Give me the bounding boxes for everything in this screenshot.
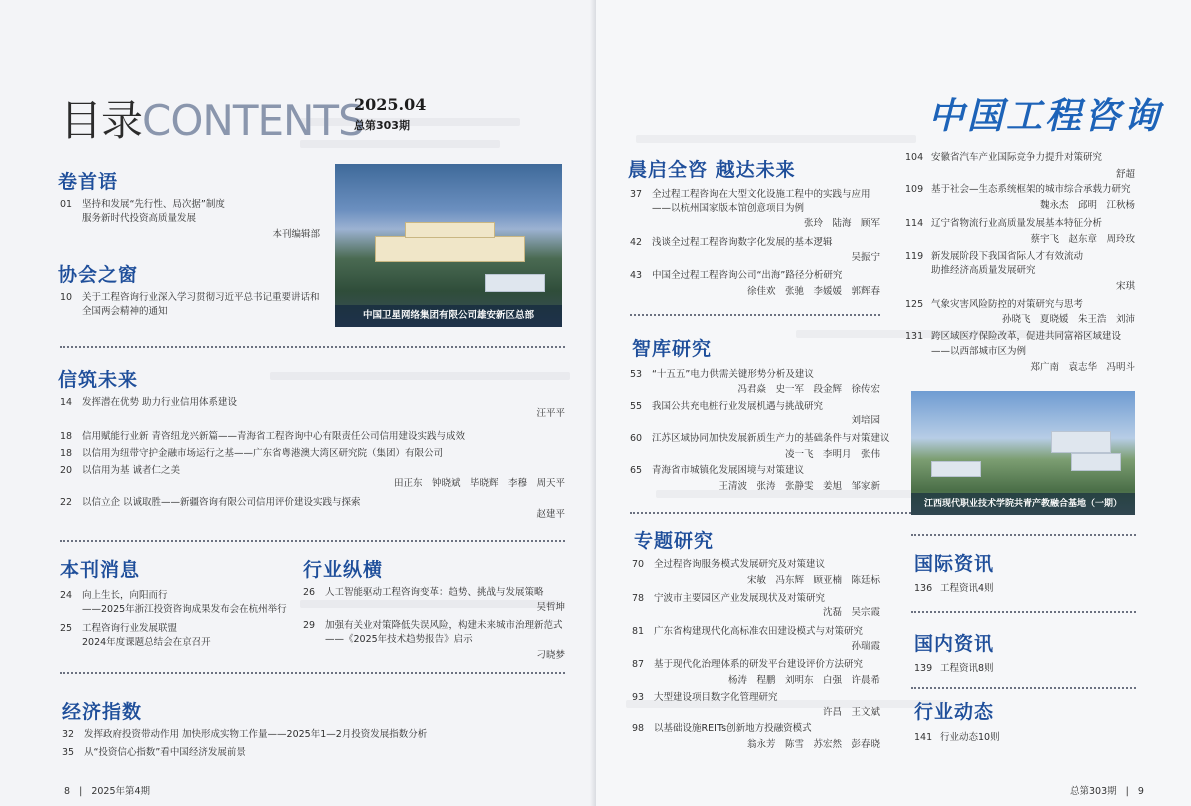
entry-title: 以信立企 以诚取胜——新疆咨询有限公司信用评价建设实践与探索 [82,497,361,508]
section-title-chenqi: 晨启全咨 越达未来 [628,159,796,181]
entry-authors: 魏永杰 邱明 江秋杨 [1039,200,1135,211]
dotted-divider [630,314,880,316]
toc-entry[interactable] [914,731,1000,744]
section-title-jingji: 经济指数 [62,701,143,723]
entry-authors: 赵建平 [536,509,565,520]
entry-page: 35 [62,747,75,758]
entry-title: 新发展阶段下我国省际人才有效流动 [931,251,1084,262]
entry-page: 55 [630,401,643,412]
toc-entry[interactable] [60,622,177,635]
building-shape [485,274,545,292]
entry-title: 行业动态10则 [940,732,1000,743]
entry-authors: 吴振宁 [851,252,880,263]
section-title-dongtai: 行业动态 [914,701,995,723]
toc-entry[interactable] [905,183,1131,196]
entry-page: 139 [914,663,933,674]
magazine-logo: 中国工程咨询 [928,95,1163,137]
entry-title: 安徽省汽车产业国际竞争力提升对策研究 [931,152,1103,163]
entry-page: 18 [60,431,73,442]
dotted-divider [60,672,565,674]
entry-title: 广东省构建现代化高标准农田建设模式与对策研究 [654,626,864,637]
section-title-guonei: 国内资讯 [914,633,995,655]
entry-authors: 宋敏 冯东辉 顾亚楠 陈廷标 [746,575,880,586]
toc-entry[interactable] [914,582,994,595]
building-shape [931,461,981,477]
entry-title: 发挥潜在优势 助力行业信用体系建设 [82,397,238,408]
entry-page: 125 [905,299,924,310]
toc-entry[interactable] [905,217,1102,230]
entry-title: 全过程工程咨询在大型文化设施工程中的实践与应用 [652,189,871,200]
toc-entry[interactable] [632,558,825,571]
entry-title: 发挥政府投资带动作用 加快形成实物工作量——2025年1—2月投资发展指数分析 [84,729,428,740]
dotted-divider [911,534,1136,536]
left-footer [64,783,150,797]
entry-title: 从“投资信心指数”看中国经济发展前景 [84,747,246,758]
cover-photo-jiangxi-campus [911,391,1135,515]
entry-page: 131 [905,331,924,342]
footer-issue: 2025年第4期 [91,786,151,797]
entry-authors: 舒超 [1115,169,1135,180]
toc-entry[interactable] [60,291,320,304]
entry-title: 信用赋能行业新 青咨纽龙兴新篇——青海省工程咨询中心有限责任公司信用建设实践与成效 [82,431,466,442]
building-shape [375,236,525,262]
toc-entry[interactable] [60,430,465,443]
toc-entry[interactable] [630,432,890,445]
toc-entry[interactable] [905,330,1121,343]
section-title-juanshouyu: 卷首语 [58,171,119,193]
entry-title: 工程咨询行业发展联盟 [82,623,178,634]
entry-authors: 许昌 王文斌 [822,707,880,718]
entry-title: 气象灾害风险防控的对策研究与思考 [931,299,1084,310]
entry-page: 119 [905,251,924,262]
entry-authors: 徐佳欢 张驰 李媛媛 郭辉春 [746,286,880,297]
entry-page: 114 [905,218,924,229]
toc-entry[interactable] [905,151,1102,164]
toc-entry[interactable] [630,188,871,201]
entry-title: 工程资讯8则 [940,663,994,674]
toc-entry[interactable] [630,269,842,282]
building-shape [1051,431,1111,453]
section-title-zhuanti: 专题研究 [634,530,715,552]
entry-authors: 孙瑞霞 [851,641,880,652]
toc-entry[interactable] [60,198,225,211]
entry-page: 98 [632,723,645,734]
toc-entry[interactable] [60,464,180,477]
toc-title-en: CONTENTS [142,96,364,145]
footer-separator: | [79,786,83,797]
entry-title: 辽宁省物流行业高质量发展基本特征分析 [931,218,1103,229]
photo-caption: 中国卫星网络集团有限公司雄安新区总部 [335,305,562,327]
entry-page: 78 [632,593,645,604]
entry-title: 以基础设施REITs创新地方投融资模式 [654,723,812,734]
ghost-line [270,372,570,380]
entry-authors: 孙晓飞 夏晓媛 朱王浩 刘沛 [1001,314,1135,325]
toc-entry[interactable] [630,464,804,477]
footer-separator: | [1125,786,1129,797]
toc-entry-cont[interactable]: 助推经济高质量发展研究 [931,265,1036,276]
ghost-showthrough [40,50,66,87]
entry-title: 大型建设项目数字化管理研究 [654,692,778,703]
toc-entry-cont[interactable]: ——《2025年技术趋势报告》启示 [325,634,473,645]
entry-page: 109 [905,184,924,195]
entry-page: 14 [60,397,73,408]
entry-authors: 杨涛 程鹏 刘明东 白强 许晨希 [727,675,880,686]
toc-title [60,88,364,148]
entry-authors: 沈磊 吴宗霞 [822,607,880,618]
entry-title: 向上生长，向阳而行 [82,590,168,601]
section-title-xiehui: 协会之窗 [58,264,139,286]
toc-entry[interactable] [62,728,427,741]
entry-page: 141 [914,732,933,743]
toc-entry[interactable] [303,619,563,632]
entry-title: 以信用为基 诚者仁之美 [82,465,181,476]
toc-entry-cont[interactable]: 全国两会精神的通知 [82,306,168,317]
entry-page: 20 [60,465,73,476]
entry-authors: 刁晓梦 [536,650,565,661]
entry-title: 基于现代化治理体系的研发平台建设评价方法研究 [654,659,864,670]
ghost-line [636,135,916,143]
toc-entry[interactable] [60,447,443,460]
entry-title: 宁波市主要园区产业发展现状及对策研究 [654,593,826,604]
cover-photo-satellite-hq [335,164,562,327]
entry-title: 我国公共充电桩行业发展机遇与挑战研究 [652,401,824,412]
entry-page: 01 [60,199,73,210]
entry-title: 跨区域医疗保险改革，促进共同富裕区域建设 [931,331,1122,342]
footer-issue: 总第303期 [1070,786,1117,797]
entry-authors: 王清波 张涛 张静雯 姜旭 邹家新 [718,481,880,492]
entry-authors: 宋琪 [1115,281,1135,292]
toc-entry[interactable] [632,722,812,735]
entry-title: 全过程咨询服务模式发展研究及对策建议 [654,559,826,570]
entry-authors: 田正东 钟晓斌 毕晓辉 李穆 周天平 [393,478,565,489]
entry-authors: 张玲 陆海 顾军 [803,218,880,229]
entry-title: 青海省市城镇化发展困境与对策建议 [652,465,805,476]
entry-page: 81 [632,626,645,637]
dotted-divider [911,611,1136,613]
right-footer [1070,783,1144,797]
entry-page: 25 [60,623,73,634]
entry-authors: 汪平平 [536,408,565,419]
toc-entry[interactable] [62,746,246,759]
entry-page: 24 [60,590,73,601]
section-title-hangye: 行业纵横 [303,559,384,581]
entry-authors: 翁永芳 陈雪 苏宏然 彭春晓 [746,739,880,750]
dotted-divider [60,540,565,542]
toc-entry[interactable] [632,625,863,638]
entry-page: 93 [632,692,645,703]
toc-entry[interactable] [60,496,361,509]
issue-total: 总第303期 [354,119,410,132]
entry-page: 26 [303,587,316,598]
entry-page: 70 [632,559,645,570]
toc-entry[interactable] [905,250,1083,263]
entry-title: 以信用为纽带守护金融市场运行之基——广东省粤港澳大湾区研究院（集团）有限公司 [82,448,444,459]
entry-authors: 吴哲坤 [536,602,565,613]
section-title-zhiku: 智库研究 [632,338,713,360]
entry-title: “十五五”电力供需关键形势分析及建议 [652,369,814,380]
entry-authors: 冯君焱 史一军 段金辉 徐传宏 [737,384,880,395]
entry-page: 60 [630,433,643,444]
entry-title: 中国全过程工程咨询公司“出海”路径分析研究 [652,270,843,281]
issue-date: 2025.04 [354,95,427,114]
entry-page: 18 [60,448,73,459]
building-shape [405,222,495,238]
entry-page: 87 [632,659,645,670]
toc-entry[interactable] [630,400,823,413]
footer-page-number: 8 [64,786,71,797]
toc-entry-cont[interactable]: 服务新时代投资高质量发展 [82,213,197,224]
entry-authors: 蔡宇飞 赵东章 周玲玫 [1030,234,1135,245]
toc-entry-cont[interactable]: 2024年度课题总结会在京召开 [82,637,211,648]
entry-page: 43 [630,270,643,281]
entry-title: 浅谈全过程工程咨询数字化发展的基本逻辑 [652,237,833,248]
section-title-xinzhu: 信筑未来 [58,369,139,391]
entry-title: 江苏区域协同加快发展新质生产力的基础条件与对策建议 [652,433,890,444]
entry-title: 工程资讯4则 [940,583,994,594]
entry-title: 关于工程咨询行业深入学习贯彻习近平总书记重要讲话和 [82,292,320,303]
toc-entry[interactable] [60,589,168,602]
entry-page: 42 [630,237,643,248]
entry-authors: 凌一飞 李明月 张伟 [784,449,880,460]
footer-page-number: 9 [1137,786,1144,797]
entry-title: 人工智能驱动工程咨询变革：趋势、挑战与发展策略 [325,587,544,598]
toc-entry-cont[interactable]: ——2025年浙江投资咨询成果发布会在杭州举行 [82,604,287,615]
toc-entry[interactable] [60,396,237,409]
entry-title: 坚持和发展“先行性、局次据”制度 [82,199,225,210]
section-title-benkan: 本刊消息 [60,559,141,581]
dotted-divider [911,687,1136,689]
entry-authors: 刘培园 [851,415,880,426]
entry-page: 32 [62,729,75,740]
dotted-divider [60,346,565,348]
toc-title-cn: 目录 [60,96,143,145]
toc-entry-cont[interactable]: ——以西部城市区为例 [931,346,1027,357]
toc-entry[interactable] [632,691,778,704]
section-title-guoji: 国际资讯 [914,553,995,575]
entry-page: 104 [905,152,924,163]
toc-entry-cont[interactable]: ——以杭州国家版本馆创意项目为例 [652,203,805,214]
photo-caption: 江西现代职业技术学院共青产教融合基地（一期） [911,493,1135,515]
toc-entry[interactable] [630,368,814,381]
toc-entry[interactable] [303,586,544,599]
building-shape [1071,453,1121,471]
entry-title: 加强有关业对策降低失误风险，构建未来城市治理新范式 [325,620,563,631]
entry-page: 53 [630,369,643,380]
entry-page: 22 [60,497,73,508]
entry-page: 136 [914,583,933,594]
toc-entry[interactable] [632,658,863,671]
toc-entry[interactable] [914,662,994,675]
entry-authors: 本刊编辑部 [272,229,320,240]
entry-title: 基于社会—生态系统框架的城市综合承载力研究 [931,184,1131,195]
entry-authors: 郑广南 袁志华 冯明斗 [1030,362,1135,373]
entry-page: 10 [60,292,73,303]
toc-entry[interactable] [905,298,1083,311]
entry-page: 65 [630,465,643,476]
entry-page: 37 [630,189,643,200]
toc-entry[interactable] [630,236,833,249]
entry-page: 29 [303,620,316,631]
